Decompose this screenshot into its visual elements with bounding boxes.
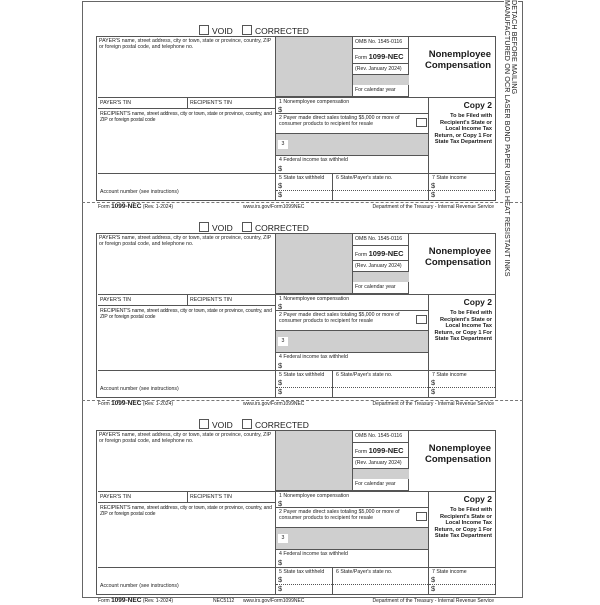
box2-field: 2 Payer made direct sales totaling $5,000 or more of consumer products to recipient for resale	[276, 113, 429, 133]
checkbox-box[interactable]	[199, 419, 209, 429]
box2-checkbox[interactable]	[416, 315, 427, 324]
irs-url: www.irs.gov/Form1099NEC	[243, 598, 305, 604]
account-number-field[interactable]: Account number (see instructions)	[98, 173, 276, 200]
omb-block	[353, 37, 409, 97]
revision-date: (Rev. January 2024)	[353, 261, 409, 272]
box1-field[interactable]: 1 Nonemployee compensation $	[276, 294, 429, 310]
box1-field[interactable]: 1 Nonemployee compensation $	[276, 97, 429, 113]
copy-description: Copy 2 To be Filed with Recipient's State or Local Income Tax Return, or Copy 1 For State Tax Department	[429, 491, 496, 567]
box2-field: 2 Payer made direct sales totaling $5,000 or more of consumer products to recipient for resale	[276, 310, 429, 330]
calendar-year-label: For calendar year	[355, 284, 396, 290]
year-field[interactable]	[353, 75, 409, 85]
box4-field[interactable]: 4 Federal income tax withheld $	[276, 549, 429, 567]
box4-field[interactable]: 4 Federal income tax withheld $	[276, 352, 429, 370]
account-number-field[interactable]: Account number (see instructions)	[98, 370, 276, 397]
irs-department: Department of the Treasury - Internal Revenue Service	[372, 204, 494, 210]
calendar-year-label: For calendar year	[355, 481, 396, 487]
box5-field[interactable]: 5 State tax withheld $ $	[276, 173, 333, 200]
box7-field[interactable]: 7 State income $ $	[429, 567, 496, 594]
void-checkbox[interactable]: VOID	[199, 419, 233, 430]
corrected-checkbox[interactable]: CORRECTED	[242, 419, 309, 430]
shaded-area	[276, 234, 353, 294]
box2-checkbox[interactable]	[416, 512, 427, 521]
box3-field: 3	[276, 133, 429, 155]
form-copy	[96, 420, 496, 605]
box2-checkbox[interactable]	[416, 118, 427, 127]
box7-field[interactable]: 7 State income $ $	[429, 173, 496, 200]
irs-url: www.irs.gov/Form1099NEC	[243, 204, 305, 210]
irs-department: Department of the Treasury - Internal Revenue Service	[372, 401, 494, 407]
copy-description: Copy 2 To be Filed with Recipient's State or Local Income Tax Return, or Copy 1 For State Tax Department	[429, 294, 496, 370]
box6-field[interactable]: 6 State/Payer's state no.	[333, 173, 429, 200]
checkbox-box[interactable]	[242, 25, 252, 35]
side-notice	[503, 0, 519, 277]
box2-field: 2 Payer made direct sales totaling $5,000 or more of consumer products to recipient for resale	[276, 507, 429, 527]
box6-field[interactable]: 6 State/Payer's state no.	[333, 567, 429, 594]
shaded-area	[276, 37, 353, 97]
form-footer: Form 1099-NEC (Rev. 1-2024) NEC5112 www.irs.gov/Form1099NEC Department of the Treasury - Internal Revenue Service	[98, 597, 494, 604]
form-copy	[96, 223, 496, 408]
form-copy	[96, 26, 496, 211]
corrected-checkbox[interactable]: CORRECTED	[242, 222, 309, 233]
box5-field[interactable]: 5 State tax withheld $ $	[276, 567, 333, 594]
recipient-tin-field[interactable]: RECIPIENT'S TIN	[188, 491, 276, 502]
calendar-year-label: For calendar year	[355, 87, 396, 93]
revision-date: (Rev. January 2024)	[353, 64, 409, 75]
box5-field[interactable]: 5 State tax withheld $ $	[276, 370, 333, 397]
payer-tin-field[interactable]: PAYER'S TIN	[98, 97, 188, 108]
omb-block	[353, 234, 409, 294]
checkbox-box[interactable]	[199, 25, 209, 35]
payer-info-field[interactable]: PAYER'S name, street address, city or town, state or province, country, ZIP or foreign postal code, and telephone no.	[98, 431, 276, 491]
payer-info-field[interactable]: PAYER'S name, street address, city or town, state or province, country, ZIP or foreign postal code, and telephone no.	[98, 37, 276, 97]
payer-tin-field[interactable]: PAYER'S TIN	[98, 294, 188, 305]
void-checkbox[interactable]: VOID	[199, 222, 233, 233]
form-title: Nonemployee Compensation	[425, 246, 491, 268]
payer-tin-field[interactable]: PAYER'S TIN	[98, 491, 188, 502]
form-id: Form 1099-NEC	[353, 246, 409, 261]
form-footer: Form 1099-NEC (Rev. 1-2024) www.irs.gov/Form1099NEC Department of the Treasury - Internal Revenue Service	[98, 400, 494, 407]
form-code: NEC5112	[213, 598, 235, 604]
form-footer: Form 1099-NEC (Rev. 1-2024) www.irs.gov/Form1099NEC Department of the Treasury - Internal Revenue Service	[98, 203, 494, 210]
revision-date: (Rev. January 2024)	[353, 458, 409, 469]
recipient-tin-field[interactable]: RECIPIENT'S TIN	[188, 97, 276, 108]
box7-field[interactable]: 7 State income $ $	[429, 370, 496, 397]
year-field[interactable]	[353, 272, 409, 282]
box4-field[interactable]: 4 Federal income tax withheld $	[276, 155, 429, 173]
irs-url: www.irs.gov/Form1099NEC	[243, 401, 305, 407]
recipient-info-field[interactable]: RECIPIENT'S name, street address, city or town, state or province, country, and ZIP or foreign postal code	[98, 305, 276, 370]
recipient-tin-field[interactable]: RECIPIENT'S TIN	[188, 294, 276, 305]
omb-block	[353, 431, 409, 491]
detach-notice: DETACH BEFORE MAILING	[510, 0, 519, 95]
recipient-info-field[interactable]: RECIPIENT'S name, street address, city or town, state or province, country, and ZIP or foreign postal code	[98, 108, 276, 173]
year-field[interactable]	[353, 469, 409, 479]
copy-description: Copy 2 To be Filed with Recipient's State or Local Income Tax Return, or Copy 1 For State Tax Department	[429, 97, 496, 173]
form-title: Nonemployee Compensation	[425, 443, 491, 465]
omb-number: OMB No. 1545-0116	[353, 236, 409, 246]
box1-field[interactable]: 1 Nonemployee compensation $	[276, 491, 429, 507]
corrected-checkbox[interactable]: CORRECTED	[242, 25, 309, 36]
payer-info-field[interactable]: PAYER'S name, street address, city or town, state or province, country, ZIP or foreign postal code, and telephone no.	[98, 234, 276, 294]
form-title: Nonemployee Compensation	[425, 49, 491, 71]
recipient-info-field[interactable]: RECIPIENT'S name, street address, city or town, state or province, country, and ZIP or foreign postal code	[98, 502, 276, 567]
omb-number: OMB No. 1545-0116	[353, 433, 409, 443]
omb-number: OMB No. 1545-0116	[353, 39, 409, 49]
shaded-area	[276, 431, 353, 491]
account-number-field[interactable]: Account number (see instructions)	[98, 567, 276, 594]
irs-department: Department of the Treasury - Internal Revenue Service	[372, 598, 494, 604]
checkbox-box[interactable]	[199, 222, 209, 232]
form-id: Form 1099-NEC	[353, 49, 409, 64]
box3-field: 3	[276, 330, 429, 352]
checkbox-box[interactable]	[242, 222, 252, 232]
checkbox-box[interactable]	[242, 419, 252, 429]
box3-field: 3	[276, 527, 429, 549]
form-id: Form 1099-NEC	[353, 443, 409, 458]
manufacture-notice: MANUFACTURED ON OCR LASER BOND PAPER USING HEAT RESISTANT INKS	[503, 0, 512, 277]
box6-field[interactable]: 6 State/Payer's state no.	[333, 370, 429, 397]
void-checkbox[interactable]: VOID	[199, 25, 233, 36]
